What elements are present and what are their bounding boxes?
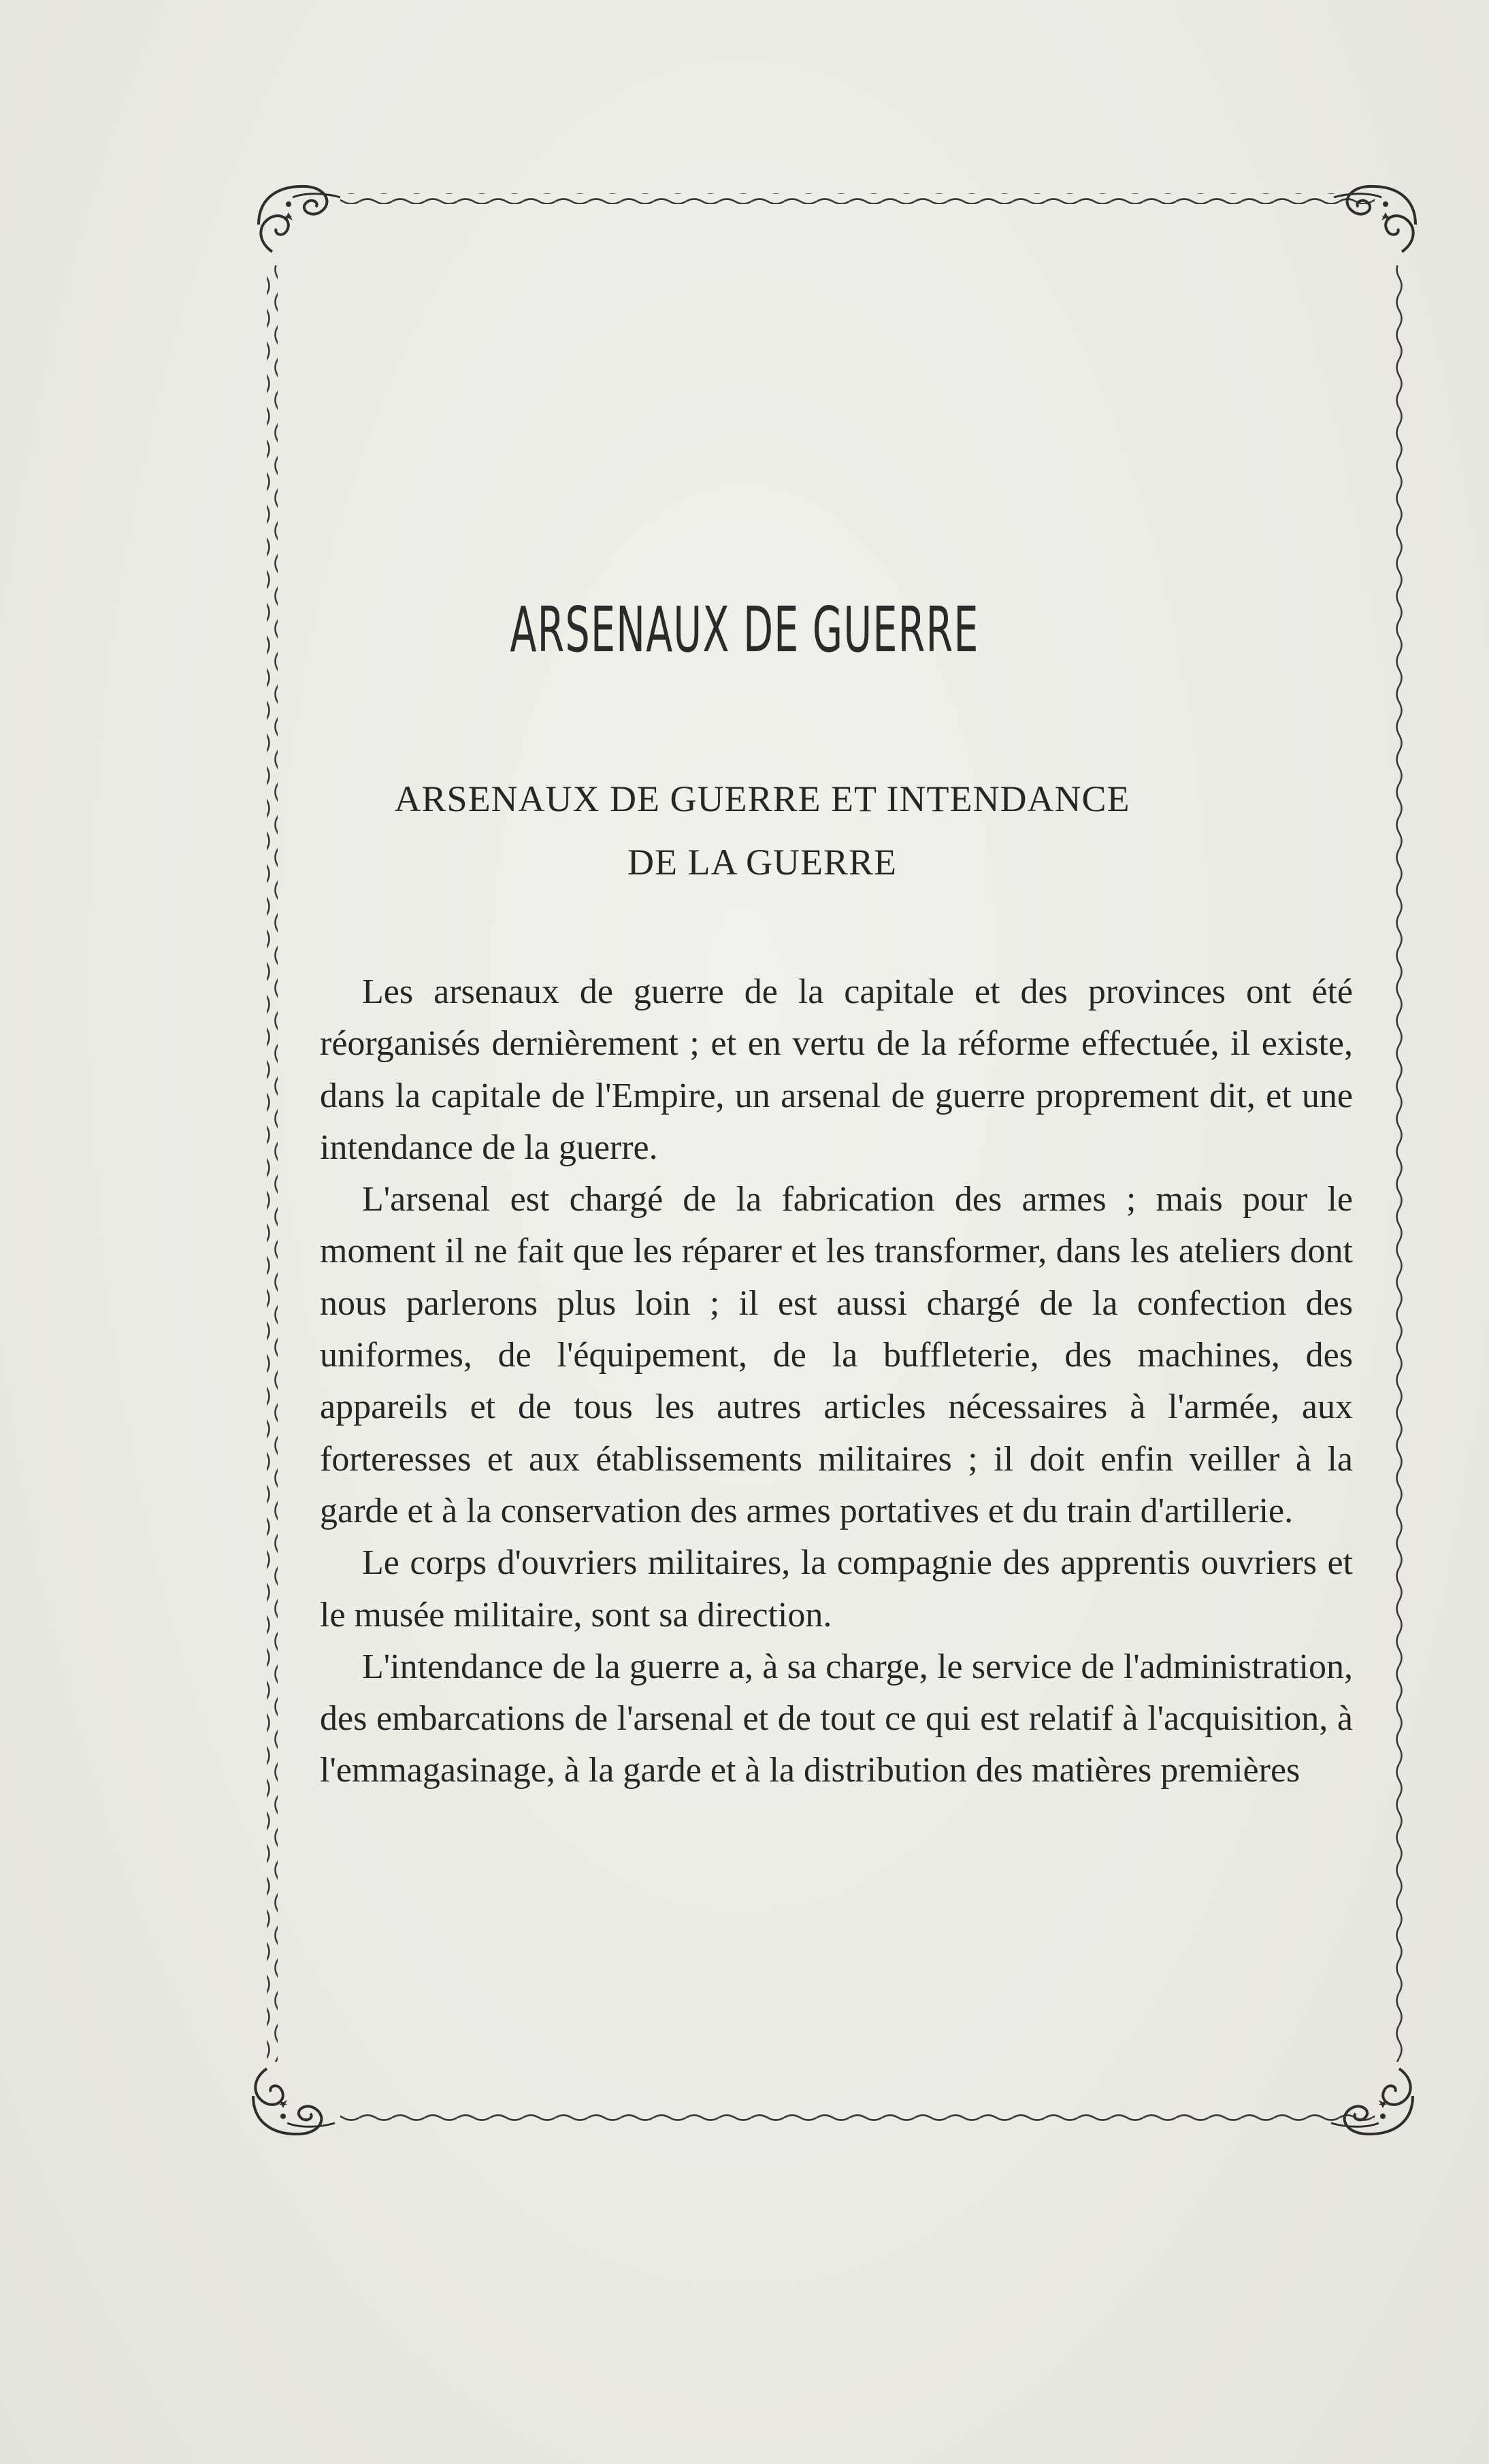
corner-top-left-icon (259, 186, 340, 252)
subtitle-line-2: DE LA GUERRE (627, 842, 897, 883)
corner-bottom-right-icon (1331, 2069, 1413, 2134)
right-border (1392, 265, 1403, 2062)
paragraph-2: L'arsenal est chargé de la fabrication des armes ; mais pour le moment il ne fait que les réparer et les transformer, dans les ateliers dont nous parlerons plus loin ; il est aussi chargé de la confection des uniformes, de l'équipement, de la buffleterie, des machines, des appareils et de tous les autres articles nécessaires à l'armée, aux forteresses et aux établissements militaires ; il doit enfin veiller à la garde et à la conservation des armes portatives et du train d'artillerie. (320, 1180, 1353, 1530)
article-body (320, 966, 1353, 1797)
left-border (267, 265, 278, 2062)
paragraph-3: Le corps d'ouvriers militaires, la compagnie des apprentis ouvriers et le musée militaire, sont sa direction. (320, 1543, 1353, 1635)
page-title: ARSENAUX DE GUERRE (510, 593, 979, 666)
paragraph-4: L'intendance de la guerre a, à sa charge, le service de l'administration, des embarcations de l'arsenal et de tout ce qui est relatif à l'acquisition, à l'emmagasinage, à la garde et à la distribution des matières premières (320, 1647, 1353, 1790)
corner-bottom-left-icon (253, 2069, 335, 2134)
section-subtitle (381, 768, 1143, 894)
paragraph-1: Les arsenaux de guerre de la capitale et des provinces ont été réorganisés dernièrement ; et en vertu de la réforme effectuée, il existe, dans la capitale de l'Empire, un arsenal de guerre proprement dit, et une intendance de la guerre. (320, 972, 1353, 1167)
bottom-border (340, 2112, 1375, 2123)
top-border (340, 193, 1375, 204)
subtitle-line-1: ARSENAUX DE GUERRE ET INTENDANCE (394, 778, 1130, 819)
